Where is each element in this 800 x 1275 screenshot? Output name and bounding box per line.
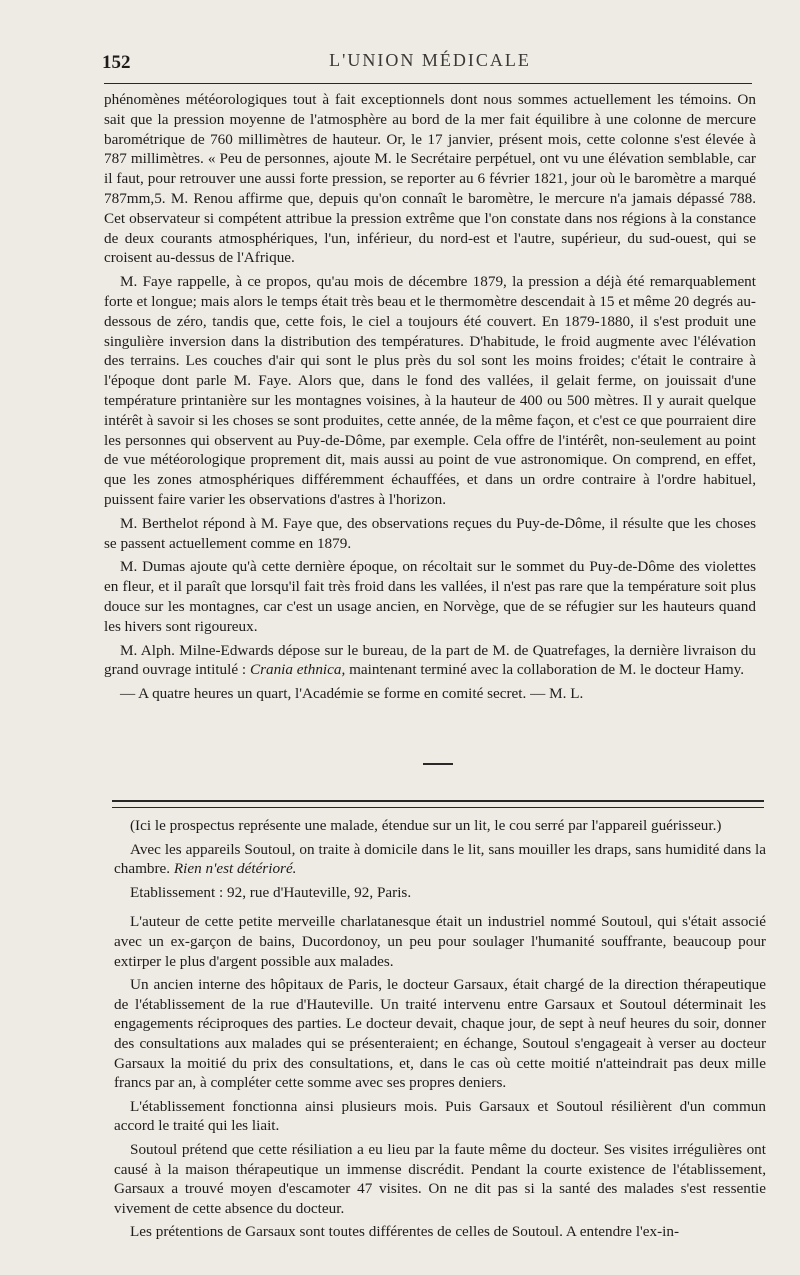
paragraph-pretentions: Les prétentions de Garsaux sont toutes différentes de celles de Soutoul. A entendre l'ex-in-	[130, 1223, 680, 1241]
paragraph-dumas: M. Dumas ajoute qu'à cette dernière époque, on récoltait sur le sommet du Puy-de-Dôme des violettes en fleur, et il paraît que lorsqu'il fait très froid dans les vallées, il n'est pas rare que la température soit plus douce sur les montagnes, car c'est un usage ancien, en Norvège, que de se réfugier sur les hauteurs quand les hivers sont rigoureux.	[104, 558, 756, 635]
running-title: L'UNION MÉDICALE	[329, 50, 531, 70]
page-number: 152	[102, 52, 131, 73]
section-end-mark	[423, 763, 453, 765]
paragraph-berthelot: M. Berthelot répond à M. Faye que, des observations reçues du Puy-de-Dôme, il résulte que les choses se passent actuellement comme en 1879.	[104, 514, 756, 552]
paragraph-comite-secret: — A quatre heures un quart, l'Académie se forme en comité secret. — M. L.	[120, 685, 584, 703]
paragraph-appareils	[114, 840, 766, 879]
milne-edwards-text-end: maintenant terminé avec la collaboration de M. le docteur Hamy.	[349, 661, 745, 679]
paragraph-prospectus: (Ici le prospectus représente une malade, étendue sur un lit, le cou serré par l'appareil guérisseur.)	[130, 817, 722, 834]
paragraph-soutoul: L'auteur de cette petite merveille charlatanesque était un industriel nommé Soutoul, qui s'était associé avec un ex-garçon de bains, Ducordonoy, un peu pour soulager l'humanité souffrante, beaucoup pour extirper le plus d'argent possible aux malades.	[114, 913, 766, 970]
crania-ethnica-title: Crania ethnica,	[249, 661, 346, 679]
paragraph-milne-edwards	[104, 641, 756, 681]
milne-edwards-text: M. Alph. Milne-Edwards dépose sur le bureau, de la part de M. de Quatrefages, la dernière livraison du grand ouvrage intitulé :	[104, 641, 756, 679]
paragraph-resiliation: Soutoul prétend que cette résiliation a eu lieu par la faute même du docteur. Ses visites irrégulières ont causé à la maison thérapeutique un immense discrédit. Pendant la courte existence de l'établissement, Garsaux a trouvé moyen d'escamoter 47 visites. On ne dit pas si la santé des malades s'est ressentie vivement de cette absence du docteur.	[114, 1140, 766, 1217]
paragraph-fonctionna: L'établissement fonctionna ainsi plusieurs mois. Puis Garsaux et Soutoul résilièrent d'un commun accord le traité qui les liait.	[114, 1097, 766, 1135]
paragraph-faye: M. Faye rappelle, à ce propos, qu'au mois de décembre 1879, la pression a déjà été remarquablement forte et longue; mais alors le temps était très beau et le thermomètre descendait à 15 et même 20 degrés au-dessous de zéro, tandis que, cette fois, le ciel a toujours été couvert. En 1879-1880, il s'est produit une singulière inversion dans la distribution des températures. D'habitude, le froid augmente avec l'élévation des terrains. Les couches d'air qui sont le plus près du sol sont les moins froides; c'était le contraire à l'époque dont parle M. Faye. Alors que, dans le fond des vallées, il gelait ferme, on jouissait d'une température printanière sur les montagnes voisines, à la hauteur de 400 ou 500 mètres. Il y aurait quelque intérêt à savoir si les choses se sont produites, cette année, de la même façon, et c'est ce que pourraient dire les personnes qui observent au Puy-de-Dôme, par exemple. Cela offre de l'intérêt, non-seulement au point de vue météorologique proprement dit, mais aussi au point de vue astronomique. On comprend, en effet, que les zones atmosphériques différemment échauffées, et dans un ordre contraire à l'ordre habituel, puissent faire varier les observations d'astres à l'horizon.	[104, 273, 756, 508]
paragraph-etablissement: Etablissement : 92, rue d'Hauteville, 92, Paris.	[130, 883, 412, 901]
paragraph-garsaux: Un ancien interne des hôpitaux de Paris, le docteur Garsaux, était chargé de la direction thérapeutique de l'établissement de la rue d'Hauteville. Un traité intervenu entre Garsaux et Soutoul déterminait les engagements réciproques des parties. Le docteur devait, chaque jour, de sept à neuf heures du soir, donner des consultations aux malades qui se présenteraient; en échange, Soutoul s'engageait à verser au docteur Garsaux la moitié du prix des consultations, et, dans le cas où cette moitié n'atteindrait pas deux mille francs par an, à compléter cette somme avec ses propres deniers.	[114, 976, 766, 1092]
academy-report-section	[104, 90, 756, 704]
feuilleton-section	[114, 816, 766, 1242]
rien-deteriore: Rien n'est détérioré.	[173, 860, 297, 878]
page-header	[100, 42, 760, 82]
section-divider	[112, 800, 764, 808]
paragraph-pressure: phénomènes météorologiques tout à fait exceptionnels dont nous sommes actuellement les témoins. On sait que la pression moyenne de l'atmosphère au bord de la mer fait équilibre à une colonne de mercure barométrique de 760 millimètres de hauteur. Or, le 17 janvier, présent mois, cette colonne s'est élevée à 787 millimètres. « Peu de personnes, ajoute M. le Secrétaire perpétuel, ont vu une élévation semblable, car il faut, pour retrouver une aussi forte pression, se reporter au 6 février 1821, jour où le baromètre a marqué 787mm,5. M. Renou affirme que, depuis qu'on connaît le baromètre, le mercure n'a jamais dépassé 788. Cet observateur si compétent attribue la pression extrême que l'on constate dans nos régions à la constance de deux courants atmosphériques, l'un, inférieur, du nord-est et l'autre, supérieur, du sud-ouest, qui se croisent au-dessus de l'Afrique.	[104, 91, 756, 267]
header-rule	[104, 83, 752, 84]
appareils-text: Avec les appareils Soutoul, on traite à domicile dans le lit, sans mouiller les draps, sans humidité dans la chambre.	[114, 840, 766, 878]
